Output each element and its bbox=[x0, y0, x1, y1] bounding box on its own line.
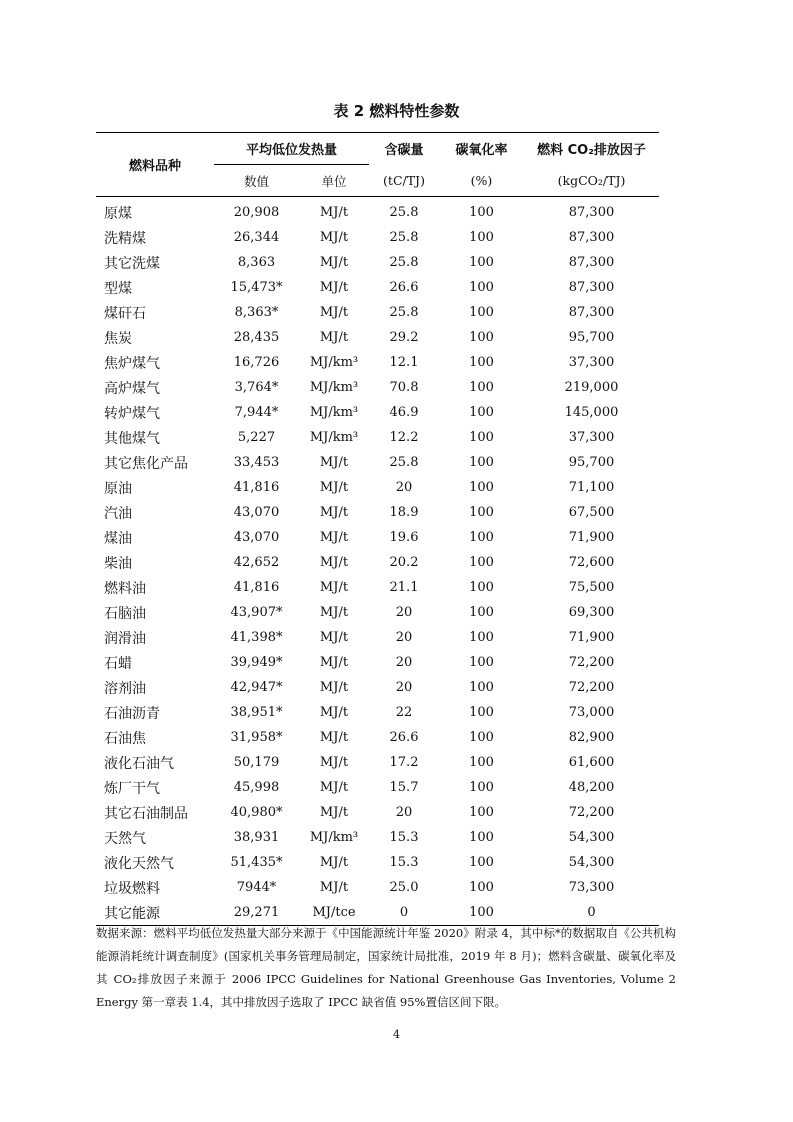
cell-emission-factor: 69,300 bbox=[568, 605, 615, 620]
cell-carbon-content: 26.6 bbox=[389, 730, 419, 745]
header-lhv: 平均低位发热量 bbox=[214, 133, 369, 165]
cell-fuel-name: 炼厂干气 bbox=[104, 780, 160, 797]
cell-emission-factor: 67,500 bbox=[568, 505, 615, 520]
table-row bbox=[96, 750, 659, 775]
cell-emission-factor: 87,300 bbox=[568, 305, 615, 320]
table-row bbox=[96, 725, 659, 750]
cell-emission-factor: 75,500 bbox=[568, 580, 615, 595]
cell-lhv-unit: MJ/t bbox=[319, 780, 349, 795]
cell-emission-factor: 72,200 bbox=[568, 805, 615, 820]
cell-oxidation-rate: 100 bbox=[469, 580, 494, 595]
cell-carbon-content: 15.3 bbox=[389, 855, 419, 870]
cell-emission-factor: 87,300 bbox=[568, 205, 615, 220]
cell-carbon-content: 29.2 bbox=[389, 330, 419, 345]
cell-oxidation-rate: 100 bbox=[469, 780, 494, 795]
cell-lhv-unit: MJ/km³ bbox=[309, 380, 359, 395]
cell-lhv-value: 45,998 bbox=[233, 780, 280, 795]
cell-fuel-name: 石蜡 bbox=[104, 655, 132, 672]
fuel-parameters-table bbox=[96, 132, 659, 926]
cell-emission-factor: 145,000 bbox=[564, 405, 619, 420]
cell-oxidation-rate: 100 bbox=[469, 205, 494, 220]
cell-carbon-content: 25.8 bbox=[389, 255, 419, 270]
cell-fuel-name: 溶剂油 bbox=[104, 680, 146, 697]
cell-oxidation-rate: 100 bbox=[469, 355, 494, 370]
cell-emission-factor: 87,300 bbox=[568, 255, 615, 270]
table-row bbox=[96, 475, 659, 500]
cell-fuel-name: 洗精煤 bbox=[104, 230, 146, 247]
cell-fuel-name: 煤油 bbox=[104, 530, 132, 547]
cell-emission-factor: 95,700 bbox=[568, 455, 615, 470]
cell-emission-factor: 54,300 bbox=[568, 855, 615, 870]
cell-lhv-value: 15,473* bbox=[230, 280, 283, 295]
cell-oxidation-rate: 100 bbox=[469, 305, 494, 320]
page-number: 4 bbox=[393, 1028, 400, 1041]
table-row bbox=[96, 325, 659, 350]
cell-oxidation-rate: 100 bbox=[469, 630, 494, 645]
cell-carbon-content: 20 bbox=[395, 655, 413, 670]
cell-carbon-content: 17.2 bbox=[389, 755, 419, 770]
cell-lhv-value: 51,435* bbox=[230, 855, 283, 870]
cell-lhv-unit: MJ/t bbox=[319, 805, 349, 820]
cell-carbon-content: 18.9 bbox=[389, 505, 419, 520]
cell-lhv-value: 5,227 bbox=[237, 430, 276, 445]
cell-carbon-content: 70.8 bbox=[389, 380, 419, 395]
cell-fuel-name: 柴油 bbox=[104, 555, 132, 572]
cell-oxidation-rate: 100 bbox=[469, 555, 494, 570]
cell-oxidation-rate: 100 bbox=[469, 280, 494, 295]
cell-emission-factor: 37,300 bbox=[568, 430, 615, 445]
cell-lhv-value: 50,179 bbox=[233, 755, 280, 770]
cell-carbon-content: 20.2 bbox=[389, 555, 419, 570]
cell-lhv-value: 8,363* bbox=[234, 305, 279, 320]
table-row bbox=[96, 425, 659, 450]
cell-oxidation-rate: 100 bbox=[469, 855, 494, 870]
cell-fuel-name: 其它焦化产品 bbox=[104, 455, 188, 472]
cell-oxidation-rate: 100 bbox=[439, 900, 524, 926]
header-emission-factor: 燃料 CO₂排放因子 bbox=[524, 133, 659, 165]
cell-carbon-content: 22 bbox=[395, 705, 413, 720]
cell-emission-factor: 72,200 bbox=[568, 680, 615, 695]
cell-emission-factor: 87,300 bbox=[568, 230, 615, 245]
cell-emission-factor: 72,200 bbox=[568, 655, 615, 670]
cell-carbon-content: 20 bbox=[395, 480, 413, 495]
cell-carbon-content: 19.6 bbox=[389, 530, 419, 545]
cell-lhv-value: 28,435 bbox=[233, 330, 280, 345]
cell-carbon-content: 26.6 bbox=[389, 280, 419, 295]
cell-fuel-name: 高炉煤气 bbox=[104, 380, 160, 397]
table-row bbox=[96, 400, 659, 425]
cell-fuel-name: 煤矸石 bbox=[104, 305, 146, 322]
table-row bbox=[96, 600, 659, 625]
cell-carbon-content: 15.7 bbox=[389, 780, 419, 795]
cell-lhv-unit: MJ/tce bbox=[299, 900, 369, 926]
cell-emission-factor: 71,100 bbox=[568, 480, 615, 495]
cell-emission-factor: 95,700 bbox=[568, 330, 615, 345]
cell-lhv-unit: MJ/t bbox=[319, 730, 349, 745]
cell-lhv-value: 41,398* bbox=[230, 630, 283, 645]
table-row bbox=[96, 825, 659, 850]
cell-fuel-name: 汽油 bbox=[104, 505, 132, 522]
cell-lhv-unit: MJ/t bbox=[319, 480, 349, 495]
cell-oxidation-rate: 100 bbox=[469, 605, 494, 620]
cell-lhv-unit: MJ/t bbox=[319, 880, 349, 895]
cell-lhv-value: 42,947* bbox=[230, 680, 283, 695]
cell-lhv-value: 33,453 bbox=[233, 455, 280, 470]
cell-oxidation-rate: 100 bbox=[469, 880, 494, 895]
table-row bbox=[96, 775, 659, 800]
cell-emission-factor: 61,600 bbox=[568, 755, 615, 770]
cell-lhv-value: 38,951* bbox=[230, 705, 283, 720]
cell-carbon-content: 15.3 bbox=[389, 830, 419, 845]
cell-fuel-name: 焦炉煤气 bbox=[104, 355, 160, 372]
cell-lhv-value: 41,816 bbox=[233, 480, 280, 495]
cell-oxidation-rate: 100 bbox=[469, 430, 494, 445]
cell-oxidation-rate: 100 bbox=[469, 530, 494, 545]
cell-lhv-value: 41,816 bbox=[233, 580, 280, 595]
table-row bbox=[96, 650, 659, 675]
cell-lhv-value: 16,726 bbox=[233, 355, 280, 370]
cell-lhv-unit: MJ/t bbox=[319, 330, 349, 345]
cell-carbon-content: 12.1 bbox=[389, 355, 419, 370]
cell-fuel-name: 石油焦 bbox=[104, 730, 146, 747]
cell-lhv-unit: MJ/t bbox=[319, 255, 349, 270]
cell-lhv-unit: MJ/t bbox=[319, 655, 349, 670]
cell-fuel-name: 其它石油制品 bbox=[104, 805, 188, 822]
cell-emission-factor: 54,300 bbox=[568, 830, 615, 845]
cell-carbon-content: 0 bbox=[369, 900, 439, 926]
cell-lhv-value: 43,070 bbox=[233, 505, 280, 520]
cell-lhv-value: 43,070 bbox=[233, 530, 280, 545]
table-row bbox=[96, 275, 659, 300]
cell-lhv-value: 8,363 bbox=[237, 255, 276, 270]
cell-lhv-unit: MJ/t bbox=[319, 230, 349, 245]
cell-oxidation-rate: 100 bbox=[469, 380, 494, 395]
header-lhv-value: 数值 bbox=[214, 165, 299, 197]
cell-emission-factor: 72,600 bbox=[568, 555, 615, 570]
cell-lhv-unit: MJ/t bbox=[319, 280, 349, 295]
table-row bbox=[96, 700, 659, 725]
cell-lhv-unit: MJ/t bbox=[319, 555, 349, 570]
cell-emission-factor: 219,000 bbox=[564, 380, 619, 395]
cell-fuel-name: 润滑油 bbox=[104, 630, 146, 647]
table-row bbox=[96, 250, 659, 275]
cell-fuel-name: 其它洗煤 bbox=[104, 255, 160, 272]
table-row bbox=[96, 800, 659, 825]
table-row bbox=[96, 225, 659, 250]
header-oxidation-rate: 碳氧化率 bbox=[439, 133, 524, 165]
cell-lhv-unit: MJ/t bbox=[319, 755, 349, 770]
cell-oxidation-rate: 100 bbox=[469, 680, 494, 695]
cell-fuel-name: 液化天然气 bbox=[104, 855, 174, 872]
cell-emission-factor: 82,900 bbox=[568, 730, 615, 745]
cell-lhv-value: 29,271 bbox=[214, 900, 299, 926]
cell-carbon-content: 21.1 bbox=[389, 580, 419, 595]
cell-carbon-content: 25.8 bbox=[389, 205, 419, 220]
cell-lhv-unit: MJ/t bbox=[319, 580, 349, 595]
header-lhv-unit: 单位 bbox=[299, 165, 369, 197]
cell-fuel-name: 垃圾燃料 bbox=[104, 880, 160, 897]
table-row bbox=[96, 550, 659, 575]
cell-lhv-value: 31,958* bbox=[230, 730, 283, 745]
cell-lhv-value: 39,949* bbox=[230, 655, 283, 670]
table-row bbox=[96, 450, 659, 475]
source-note-text: 数据来源：燃料平均低位发热量大部分来源于《中国能源统计年鉴 2020》附录 4，其中标*的数据取自《公共机构能源消耗统计调查制度》(国家机关事务管理局制定，国家统计局批准，2019 年 8 月)；燃料含碳量、碳氧化率及其 CO₂排放因子来源于 2006 IPCC Guidelines for National Greenhouse Gas Inventories, Volume 2 Energy 第一章表 1.4，其中排放因子选取了 IPCC 缺省值 95%置信区间下限。 bbox=[96, 926, 676, 1009]
cell-oxidation-rate: 100 bbox=[469, 455, 494, 470]
cell-lhv-unit: MJ/km³ bbox=[309, 405, 359, 420]
cell-lhv-unit: MJ/t bbox=[319, 530, 349, 545]
cell-emission-factor: 71,900 bbox=[568, 630, 615, 645]
cell-fuel-name: 其他煤气 bbox=[104, 430, 160, 447]
cell-oxidation-rate: 100 bbox=[469, 405, 494, 420]
cell-carbon-content: 25.8 bbox=[389, 305, 419, 320]
cell-lhv-value: 26,344 bbox=[233, 230, 280, 245]
cell-lhv-value: 20,908 bbox=[233, 205, 280, 220]
cell-fuel-name: 液化石油气 bbox=[104, 755, 174, 772]
cell-oxidation-rate: 100 bbox=[469, 705, 494, 720]
table-row bbox=[96, 575, 659, 600]
cell-fuel-name: 其它能源 bbox=[96, 900, 214, 926]
cell-fuel-name: 转炉煤气 bbox=[104, 405, 160, 422]
cell-lhv-unit: MJ/t bbox=[319, 505, 349, 520]
table-body bbox=[96, 197, 659, 926]
table-row bbox=[96, 525, 659, 550]
cell-lhv-unit: MJ/t bbox=[319, 305, 349, 320]
cell-fuel-name: 石脑油 bbox=[104, 605, 146, 622]
cell-carbon-content: 20 bbox=[395, 680, 413, 695]
cell-lhv-unit: MJ/km³ bbox=[309, 430, 359, 445]
cell-oxidation-rate: 100 bbox=[469, 655, 494, 670]
table-title: 表 2 燃料特性参数 bbox=[333, 102, 460, 120]
cell-lhv-unit: MJ/km³ bbox=[309, 355, 359, 370]
cell-fuel-name: 原油 bbox=[104, 480, 132, 497]
cell-lhv-unit: MJ/t bbox=[319, 455, 349, 470]
cell-lhv-unit: MJ/t bbox=[319, 705, 349, 720]
cell-carbon-content: 25.0 bbox=[389, 880, 419, 895]
cell-oxidation-rate: 100 bbox=[469, 805, 494, 820]
cell-oxidation-rate: 100 bbox=[469, 480, 494, 495]
cell-lhv-value: 38,931 bbox=[233, 830, 280, 845]
cell-oxidation-rate: 100 bbox=[469, 505, 494, 520]
cell-lhv-value: 7,944* bbox=[234, 405, 279, 420]
table-row bbox=[96, 350, 659, 375]
cell-lhv-value: 40,980* bbox=[230, 805, 283, 820]
table-row bbox=[96, 500, 659, 525]
cell-carbon-content: 25.8 bbox=[389, 230, 419, 245]
table-row bbox=[96, 375, 659, 400]
cell-carbon-content: 12.2 bbox=[389, 430, 419, 445]
cell-lhv-unit: MJ/km³ bbox=[309, 830, 359, 845]
header-oxidation-rate-unit: (%) bbox=[439, 165, 524, 197]
cell-lhv-unit: MJ/t bbox=[319, 855, 349, 870]
cell-emission-factor: 71,900 bbox=[568, 530, 615, 545]
cell-lhv-unit: MJ/t bbox=[319, 205, 349, 220]
cell-emission-factor: 87,300 bbox=[568, 280, 615, 295]
cell-carbon-content: 46.9 bbox=[389, 405, 419, 420]
cell-lhv-value: 42,652 bbox=[233, 555, 280, 570]
cell-fuel-name: 天然气 bbox=[104, 830, 146, 847]
cell-lhv-value: 3,764* bbox=[234, 380, 279, 395]
table-row bbox=[96, 197, 659, 226]
cell-fuel-name: 焦炭 bbox=[104, 330, 132, 347]
table-row bbox=[96, 625, 659, 650]
table-row bbox=[96, 875, 659, 900]
table-row bbox=[96, 675, 659, 700]
cell-emission-factor: 48,200 bbox=[568, 780, 615, 795]
cell-lhv-unit: MJ/t bbox=[319, 605, 349, 620]
cell-carbon-content: 20 bbox=[395, 630, 413, 645]
cell-oxidation-rate: 100 bbox=[469, 830, 494, 845]
cell-emission-factor: 37,300 bbox=[568, 355, 615, 370]
cell-lhv-value: 7944* bbox=[236, 880, 277, 895]
cell-oxidation-rate: 100 bbox=[469, 730, 494, 745]
header-carbon-content-unit: (tC/TJ) bbox=[369, 165, 439, 197]
cell-oxidation-rate: 100 bbox=[469, 330, 494, 345]
cell-oxidation-rate: 100 bbox=[469, 755, 494, 770]
cell-lhv-value: 43,907* bbox=[230, 605, 283, 620]
cell-fuel-name: 型煤 bbox=[104, 280, 132, 297]
header-fuel-type: 燃料品种 bbox=[96, 133, 214, 197]
source-note bbox=[96, 922, 676, 1014]
table-row bbox=[96, 850, 659, 875]
cell-emission-factor: 73,300 bbox=[568, 880, 615, 895]
cell-lhv-unit: MJ/t bbox=[319, 630, 349, 645]
cell-carbon-content: 25.8 bbox=[389, 455, 419, 470]
table-row bbox=[96, 300, 659, 325]
cell-emission-factor: 73,000 bbox=[568, 705, 615, 720]
cell-oxidation-rate: 100 bbox=[469, 230, 494, 245]
cell-oxidation-rate: 100 bbox=[469, 255, 494, 270]
cell-carbon-content: 20 bbox=[395, 605, 413, 620]
cell-fuel-name: 石油沥青 bbox=[104, 705, 160, 722]
header-emission-factor-unit: (kgCO₂/TJ) bbox=[524, 165, 659, 197]
cell-lhv-unit: MJ/t bbox=[319, 680, 349, 695]
cell-carbon-content: 20 bbox=[395, 805, 413, 820]
cell-fuel-name: 燃料油 bbox=[104, 580, 146, 597]
cell-fuel-name: 原煤 bbox=[104, 205, 132, 222]
header-carbon-content: 含碳量 bbox=[369, 133, 439, 165]
cell-emission-factor: 0 bbox=[524, 900, 659, 926]
